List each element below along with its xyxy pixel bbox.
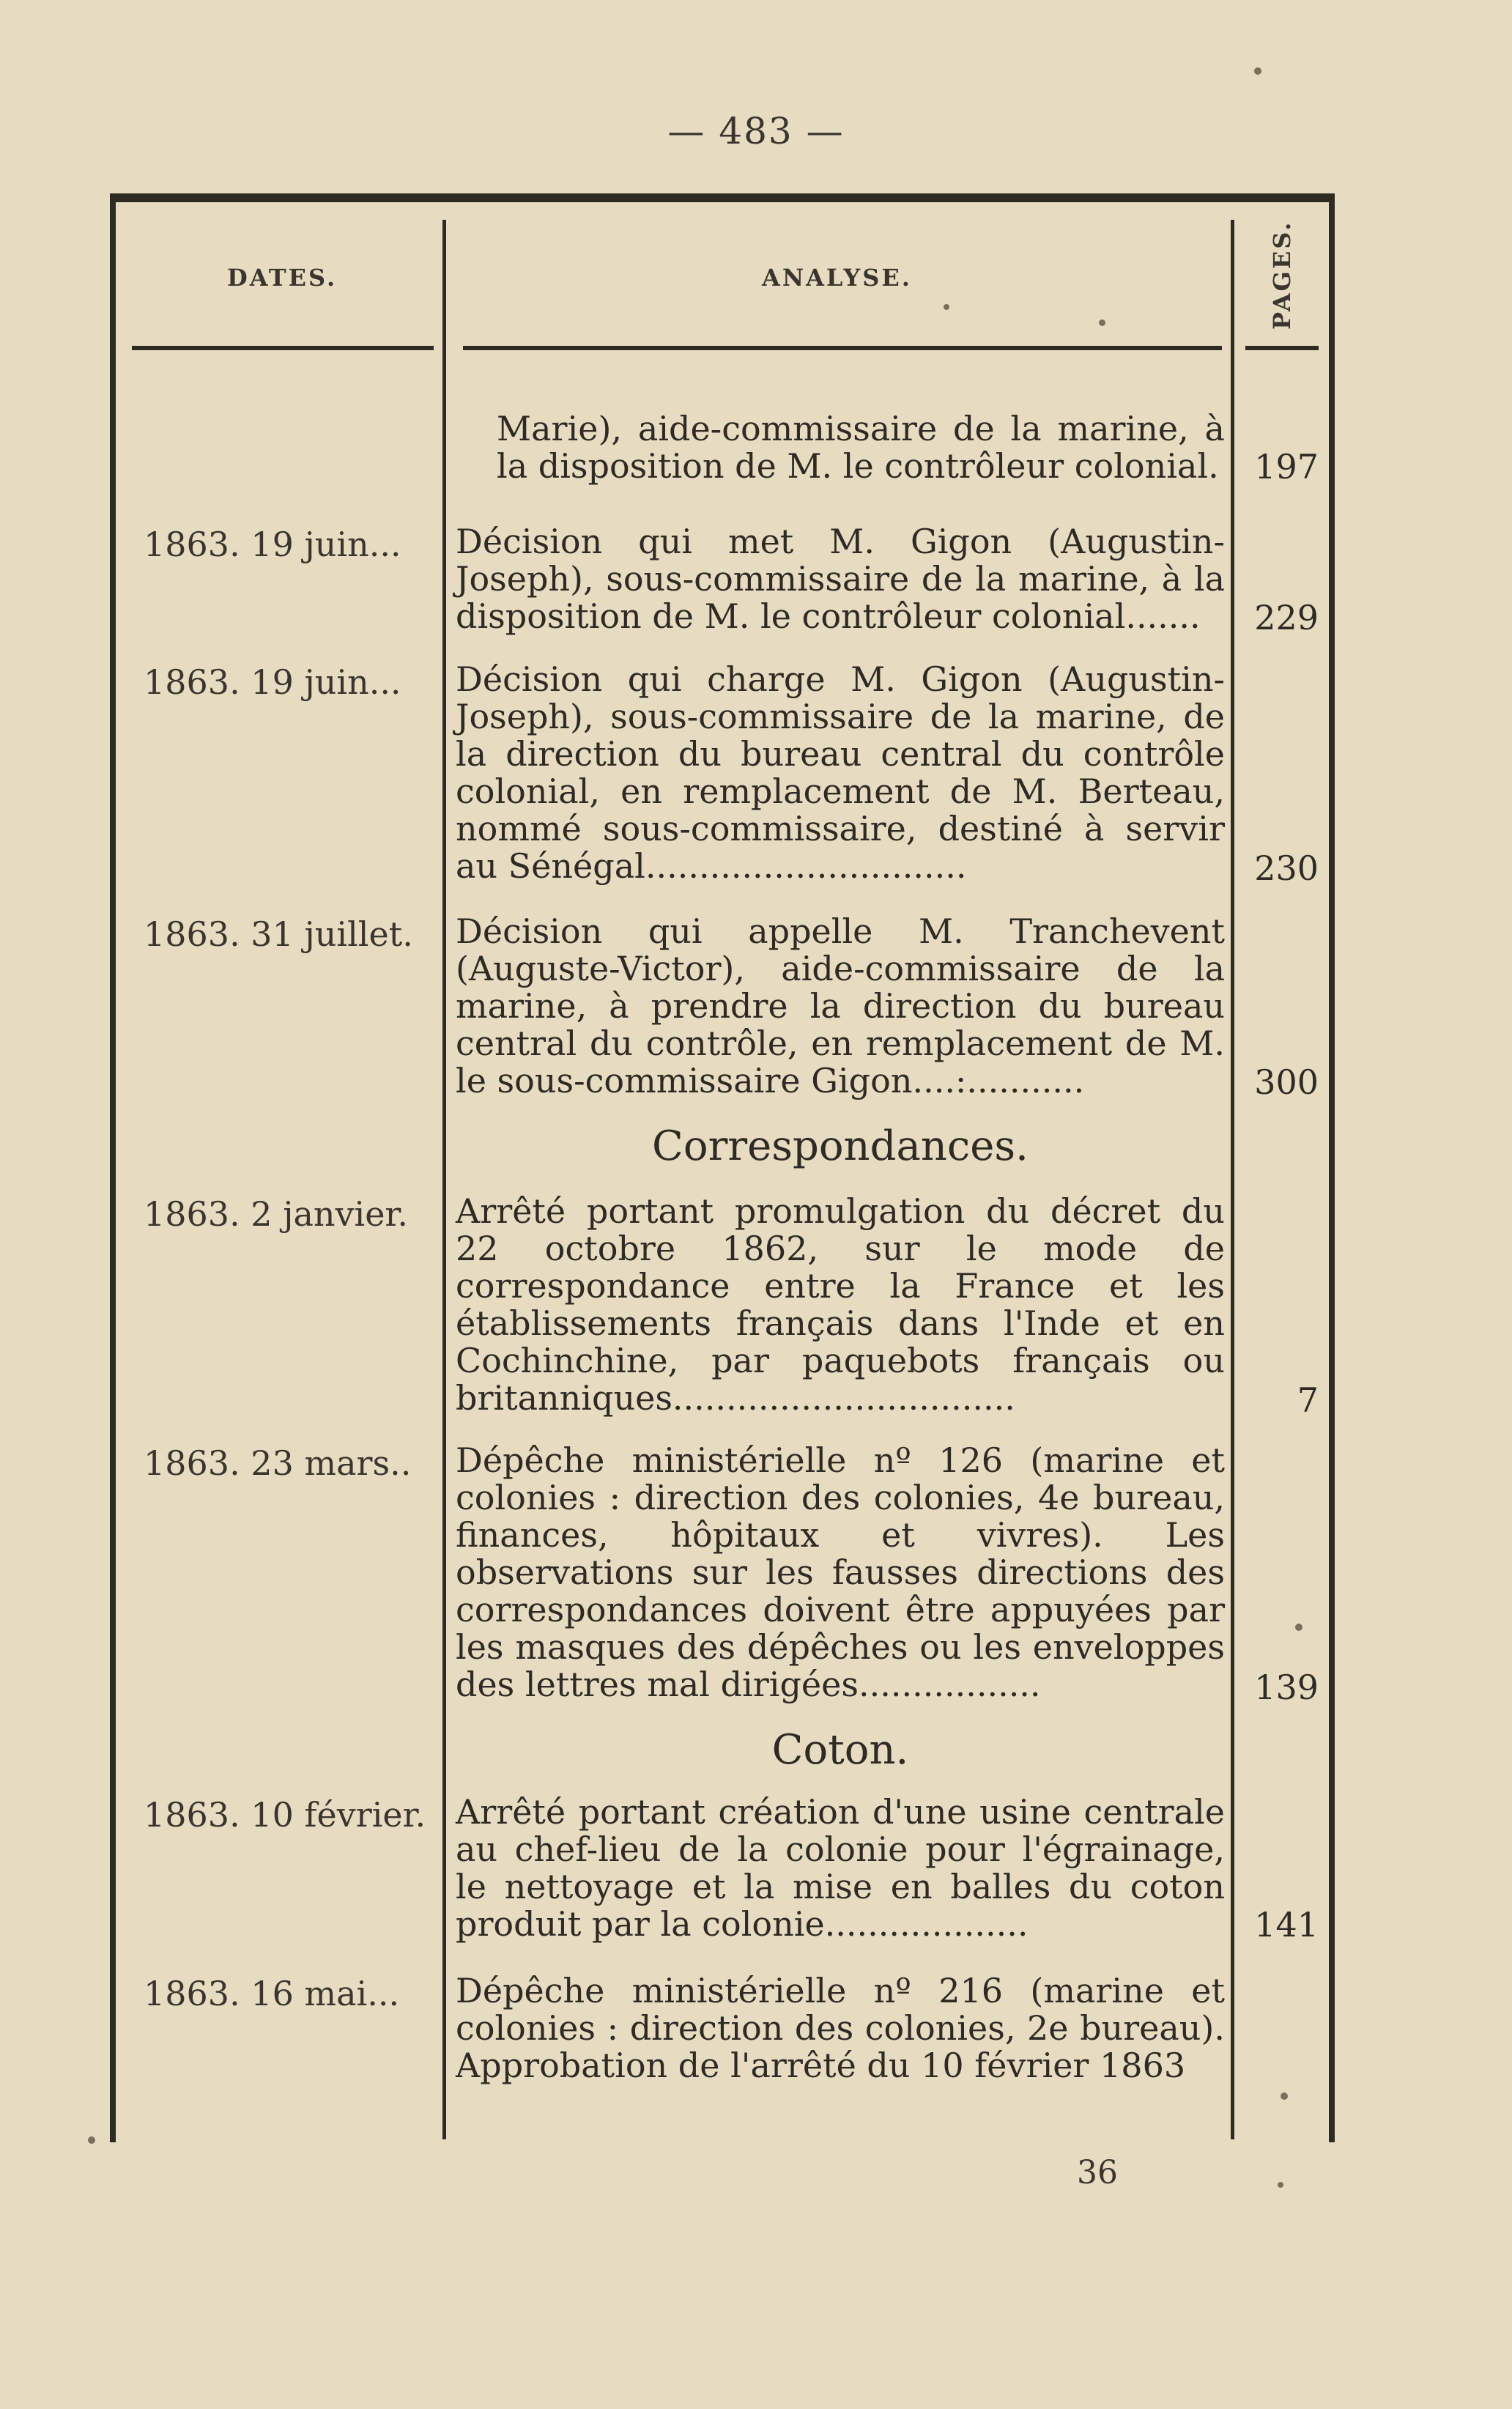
paper-spot [1254,67,1261,75]
header-rule-pages [1245,346,1319,350]
paper-spot [1295,1624,1302,1631]
entry-text: Dépêche ministérielle nº 126 (marine et colonies : direction des colonies, 4e bureau, finances, hôpitaux et vivres). Les observations sur les fausses directions des correspondances doivent être appuyées par les masques des dépêches ou les enveloppes des lettres mal dirigées................. [456,1440,1225,1704]
column-divider-dates [442,220,446,2139]
paper-spot [1099,319,1105,326]
section-title-coton: Coton. [771,1726,909,1774]
entry-page: 197 [1254,447,1319,486]
paper-spot [1278,2182,1283,2188]
entry-date: 1863. 10 février. [144,1795,426,1835]
entry-page: 139 [1254,1668,1319,1707]
entry-text: Arrêté portant création d'une usine centrale au chef-lieu de la colonie pour l'égrainage, le nettoyage et la mise en balles du coton produit par la colonie................... [456,1792,1225,1944]
paper-spot [88,2136,95,2144]
entry-page: 229 [1254,598,1319,637]
paper-spot [944,304,949,310]
entry-text: Marie), aide-commissaire de la marine, à la disposition de M. le contrôleur colonial. [497,409,1225,486]
entry-date: 1863. 2 janvier. [144,1194,408,1234]
header-dates: DATES. [227,264,338,292]
entry-date: 1863. 31 juillet. [144,914,413,954]
signature-mark: 36 [1077,2154,1118,2191]
header-pages: PAGES. [1268,220,1296,330]
entry-page: 230 [1254,848,1319,888]
entry-page: 300 [1254,1062,1319,1102]
entry-date: 1863. 19 juin... [144,662,401,702]
entry-page: 7 [1297,1380,1319,1420]
entry-date: 1863. 19 juin... [144,525,401,564]
entry-date: 1863. 16 mai... [144,1974,400,2013]
page-number: — 483 — [667,110,845,152]
column-divider-pages [1231,220,1234,2139]
paper-spot [1281,2092,1288,2100]
section-title-correspondances: Correspondances. [652,1122,1029,1170]
entry-text: Décision qui charge M. Gigon (Augustin-Joseph), sous-commissaire de la marine, de la direction du bureau central du contrôle colonial, en remplacement de M. Berteau, nommé sous-commissaire, destiné à servir au Sénégal.............................. [456,659,1225,886]
entry-text: Dépêche ministérielle nº 216 (marine et colonies : direction des colonies, 2e bureau). Approbation de l'arrêté du 10 février 1863 [456,1971,1225,2085]
entry-date: 1863. 23 mars.. [144,1443,412,1483]
entry-page: 141 [1254,1905,1319,1944]
header-rule-dates [132,346,434,350]
entry-text: Décision qui appelle M. Tranchevent (Auguste-Victor), aide-commissaire de la marine, à prendre la direction du bureau central du contrôle, en remplacement de M. le sous-commissaire Gigon....:........... [456,911,1225,1100]
entry-text: Arrêté portant promulgation du décret du 22 octobre 1862, sur le mode de correspondance entre la France et les établissements français dans l'Inde et en Cochinchine, par paquebots français ou britanniques................................ [456,1191,1225,1418]
header-analyse: ANALYSE. [762,264,912,292]
header-rule-analyse [463,346,1222,350]
entry-text: Décision qui met M. Gigon (Augustin-Joseph), sous-commissaire de la marine, à la disposition de M. le contrôleur colonial....... [456,522,1225,636]
